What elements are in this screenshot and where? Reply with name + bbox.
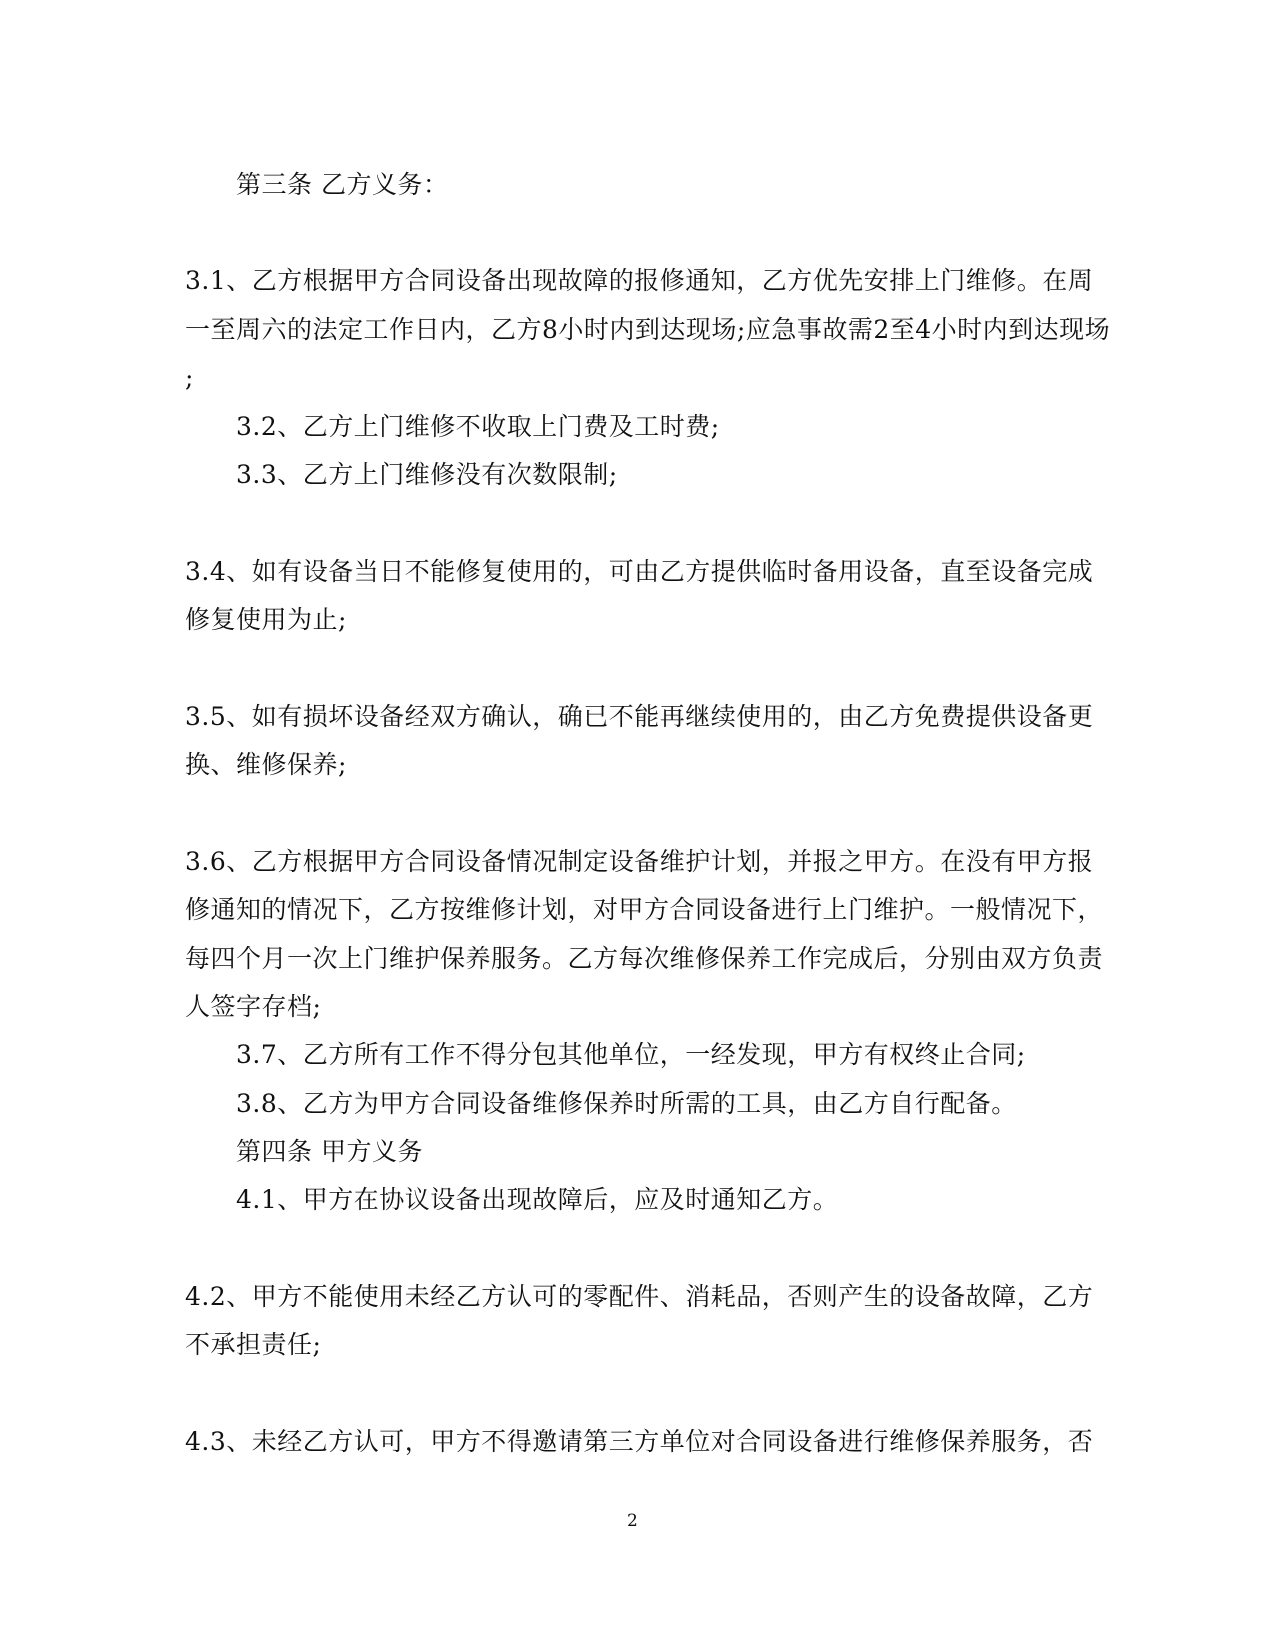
page-number: 2: [627, 1511, 638, 1531]
clause-3-1-line-3: ;: [185, 363, 194, 392]
clause-3-6-line-4: 人签字存档;: [185, 992, 322, 1021]
article-4-heading: 第四条 甲方义务: [236, 1137, 423, 1166]
clause-3-7: 3.7、乙方所有工作不得分包其他单位，一经发现，甲方有权终止合同;: [236, 1040, 1026, 1069]
clause-3-8: 3.8、乙方为甲方合同设备维修保养时所需的工具，由乙方自行配备。: [236, 1089, 1017, 1118]
clause-3-5-line-1: 3.5、如有损坏设备经双方确认，确已不能再继续使用的，由乙方免费提供设备更: [185, 702, 1094, 731]
clause-3-2: 3.2、乙方上门维修不收取上门费及工时费;: [236, 412, 720, 441]
clause-3-6-line-3: 每四个月一次上门维护保养服务。乙方每次维修保养工作完成后，分别由双方负责: [185, 944, 1104, 973]
clause-3-4-line-2: 修复使用为止;: [185, 605, 347, 634]
clause-3-6-line-2: 修通知的情况下，乙方按维修计划，对甲方合同设备进行上门维护。一般情况下，: [185, 895, 1104, 924]
clause-4-2-line-2: 不承担责任;: [185, 1330, 322, 1359]
clause-3-1-line-1: 3.1、乙方根据甲方合同设备出现故障的报修通知，乙方优先安排上门维修。在周: [185, 266, 1094, 295]
clause-3-6-line-1: 3.6、乙方根据甲方合同设备情况制定设备维护计划，并报之甲方。在没有甲方报: [185, 847, 1094, 876]
clause-3-4-line-1: 3.4、如有设备当日不能修复使用的，可由乙方提供临时备用设备，直至设备完成: [185, 557, 1094, 586]
clause-4-2-line-1: 4.2、甲方不能使用未经乙方认可的零配件、消耗品，否则产生的设备故障，乙方: [185, 1282, 1094, 1311]
clause-4-3-line-1: 4.3、未经乙方认可，甲方不得邀请第三方单位对合同设备进行维修保养服务，否: [185, 1427, 1094, 1456]
clause-3-3: 3.3、乙方上门维修没有次数限制;: [236, 460, 618, 489]
clause-3-5-line-2: 换、维修保养;: [185, 750, 347, 779]
article-3-heading: 第三条 乙方义务：: [236, 170, 449, 199]
clause-4-1: 4.1、甲方在协议设备出现故障后，应及时通知乙方。: [236, 1185, 839, 1214]
clause-3-1-line-2: 一至周六的法定工作日内，乙方8小时内到达现场;应急事故需2至4小时内到达现场: [185, 315, 1111, 344]
